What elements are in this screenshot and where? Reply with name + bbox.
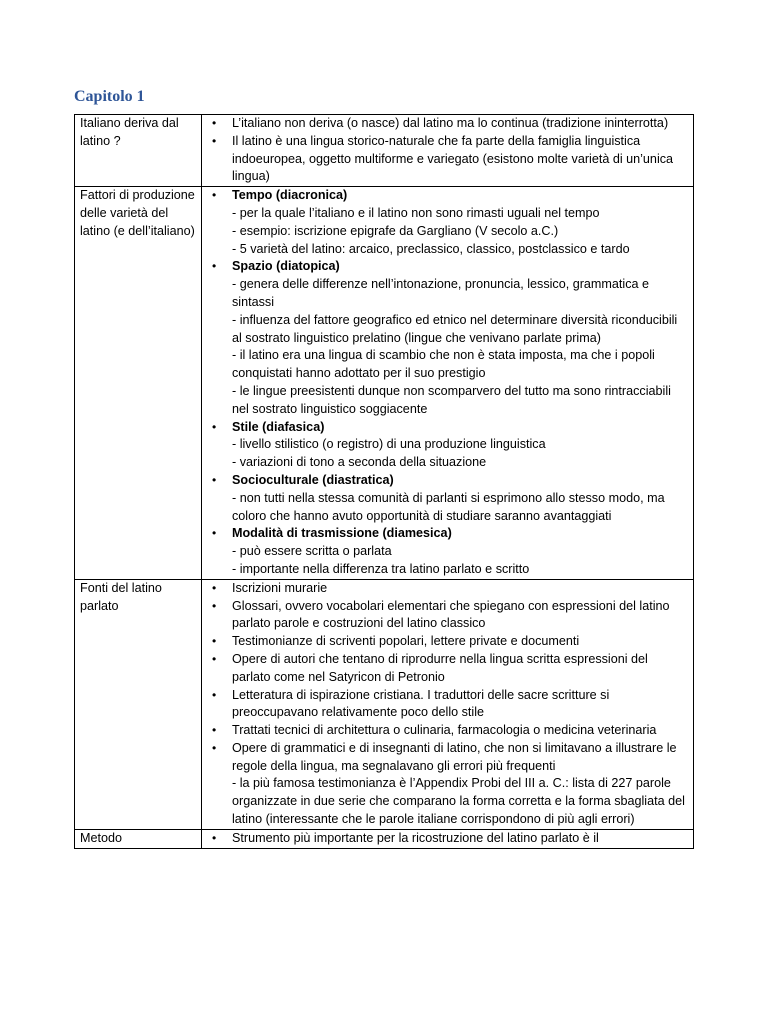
bullet-list [207,187,689,579]
table-row [75,115,694,187]
topic-label: Italiano deriva dal latino ? [80,116,179,148]
bullet-icon: • [212,651,217,666]
list-item [207,525,689,578]
bullet-icon: • [212,259,217,274]
bullet-icon: • [212,598,217,613]
topic-label: Metodo [80,830,123,845]
bullet-icon: • [212,687,217,702]
bullet-text: Opere di grammatici e di insegnanti di latino, che non si limitavano a illustrare le regole della lingua, ma segnalavano gli errori più frequenti [232,740,677,773]
bullet-subline: - livello stilistico (o registro) di una produzione linguistica [232,437,546,452]
bullet-icon: • [212,526,217,541]
list-item [207,722,689,740]
bullet-text: Opere di autori che tentano di riprodurre nella lingua scritta espressioni del parlato come nel Satyricon di Petronio [232,651,648,684]
list-item [207,830,689,848]
bullet-heading: Tempo (diacronica) [232,188,348,203]
bullet-heading: Spazio (diatopica) [232,259,340,274]
content-cell [202,187,694,580]
content-cell [202,579,694,829]
bullet-subline: - le lingue preesistenti dunque non scomparvero del tutto ma sono rintracciabili nel sostrato linguistico soggiacente [232,383,671,416]
topic-cell [75,579,202,829]
bullet-subline: - per la quale l’italiano e il latino non sono rimasti uguali nel tempo [232,205,600,220]
bullet-text: Strumento più importante per la ricostruzione del latino parlato è il [232,830,599,845]
bullet-subline: - non tutti nella stessa comunità di parlanti si esprimono allo stesso modo, ma coloro che hanno avuto opportunità di studiare saranno avantaggiati [232,490,665,523]
bullet-text: L’italiano non deriva (o nasce) dal latino ma lo continua (tradizione ininterrotta) [232,116,669,130]
table-row [75,579,694,829]
bullet-icon: • [212,133,217,148]
chapter-title: Capitolo 1 [74,88,145,105]
bullet-subline: - esempio: iscrizione epigrafe da Gargliano (V secolo a.C.) [232,223,559,238]
list-item [207,651,689,687]
bullet-heading: Socioculturale (diastratica) [232,472,394,487]
bullet-icon: • [212,472,217,487]
list-item [207,687,689,723]
list-item [207,419,689,472]
list-item [207,580,689,598]
bullet-icon: • [212,830,217,845]
bullet-text: Letteratura di ispirazione cristiana. I traduttori delle sacre scritture si preoccupavano relativamente poco dello stile [232,687,610,720]
topic-label: Fonti del latino parlato [80,580,162,613]
bullet-subline: - genera delle differenze nell’intonazione, pronuncia, lessico, grammatica e sintassi [232,277,650,309]
topic-cell [75,115,202,187]
bullet-text: Glossari, ovvero vocabolari elementari che spiegano con espressioni del latino parlato parole e costruzioni del latino classico [232,598,670,631]
list-item [207,258,689,418]
bullet-list [207,830,689,848]
bullet-icon: • [212,188,217,203]
bullet-icon: • [212,580,217,595]
bullet-subline: - può essere scritta o parlata [232,544,392,559]
bullet-heading: Modalità di trasmissione (diamesica) [232,526,452,541]
list-item [207,133,689,186]
bullet-subline: - il latino era una lingua di scambio che non è stata imposta, ma che i popoli conquistati hanno adottato per il suo prestigio [232,348,655,381]
bullet-text: Iscrizioni murarie [232,580,328,595]
bullet-list [207,580,689,829]
bullet-subline: - 5 varietà del latino: arcaico, preclassico, classico, postclassico e tardo [232,241,630,256]
bullet-text: Testimonianze di scriventi popolari, lettere private e documenti [232,634,580,649]
bullet-text: Il latino è una lingua storico-naturale che fa parte della famiglia linguistica indoeuropea, oggetto multiforme e variegato (esistono molte varietà di un’unica lingua) [232,133,674,184]
topic-cell [75,829,202,848]
table-row [75,187,694,580]
list-item [207,187,689,258]
bullet-subline: - importante nella differenza tra latino parlato e scritto [232,561,530,576]
bullet-icon: • [212,634,217,649]
list-item [207,472,689,525]
notes-table-body [75,115,694,849]
bullet-icon: • [212,740,217,755]
bullet-icon: • [212,723,217,738]
topic-cell [75,187,202,580]
list-item [207,115,689,133]
list-item [207,740,689,829]
topic-label: Fattori di produzione delle varietà del latino (e dell’italiano) [80,188,195,238]
bullet-heading: Stile (diafasica) [232,419,325,434]
list-item [207,633,689,651]
bullet-subline: - la più famosa testimonianza è l’Appendix Probi del III a. C.: lista di 227 parole organizzate in due serie che comparano la forma corretta e la forma sbagliata del latino (interessante che le parole italiane corrispondono di più agli errori) [232,776,685,827]
list-item [207,598,689,634]
bullet-list [207,115,689,186]
content-cell [202,115,694,187]
bullet-text: Trattati tecnici di architettura o culinaria, farmacologia o medicina veterinaria [232,723,657,738]
bullet-icon: • [212,419,217,434]
bullet-icon: • [212,116,217,130]
content-cell [202,829,694,848]
bullet-subline: - influenza del fattore geografico ed etnico nel determinare diversità riconducibili al sostrato linguistico prelatino (lingue che venivano parlate prima) [232,312,678,345]
notes-table [74,114,694,849]
table-row [75,829,694,848]
bullet-subline: - variazioni di tono a seconda della situazione [232,455,487,470]
